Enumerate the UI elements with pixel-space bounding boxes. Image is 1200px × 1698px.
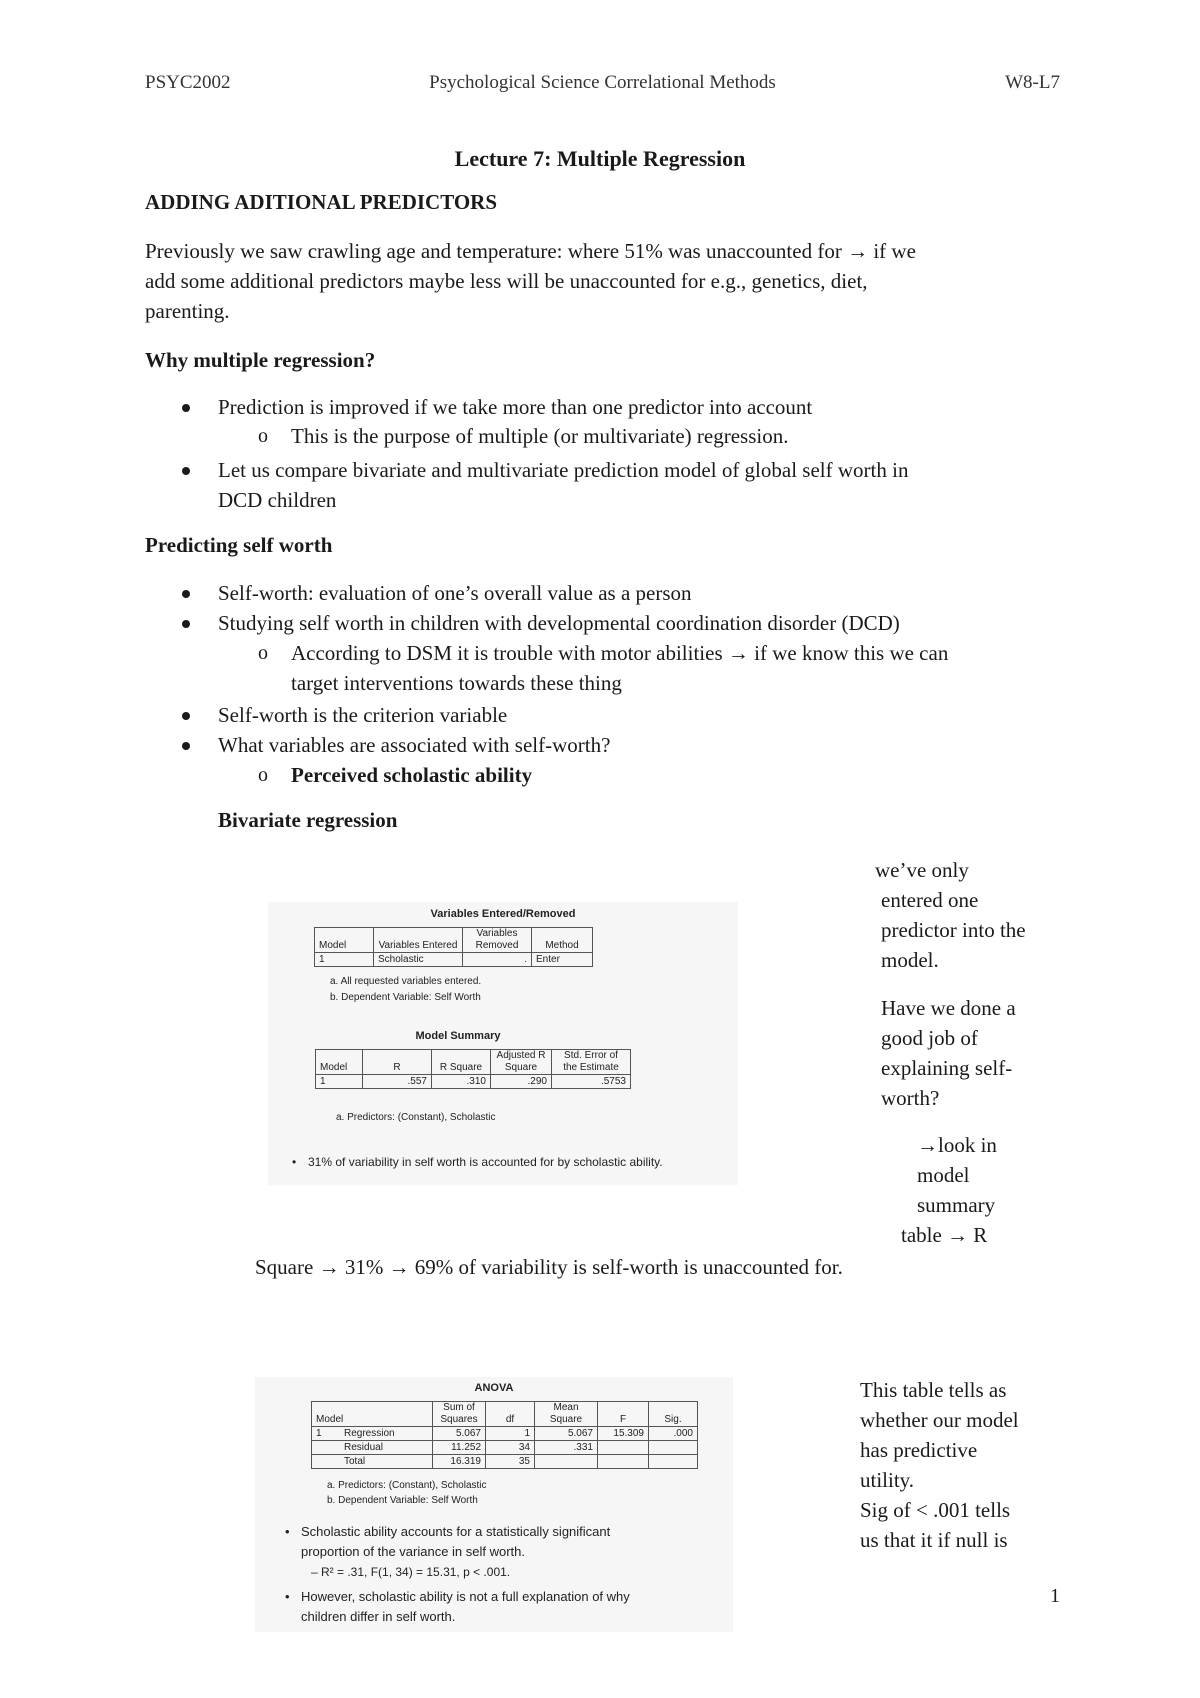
cell: .5753 <box>552 1075 631 1089</box>
col-df: df <box>486 1402 535 1427</box>
cell: .331 <box>535 1441 598 1455</box>
note-predictors: a. Predictors: (Constant), Scholastic <box>327 1480 487 1491</box>
cell: 1 <box>316 1075 363 1089</box>
slide-point-line: proportion of the variance in self worth. <box>301 1544 526 1559</box>
cell: Regression <box>340 1427 433 1441</box>
note-dependent-variable: b. Dependent Variable: Self Worth <box>327 1495 478 1506</box>
r-square-continuation: Square → 31% → 69% of variability is self-worth is unaccounted for. <box>255 1255 843 1279</box>
slide1-point <box>292 1155 663 1169</box>
slide-point-line: However, scholastic ability is not a full explanation of why <box>301 1589 630 1604</box>
cell: 1 <box>315 953 374 967</box>
table-header-row <box>316 1050 631 1075</box>
bullet-text: Studying self worth in children with developmental coordination disorder (DCD) <box>218 611 900 635</box>
col-model: Model <box>312 1402 433 1427</box>
bullet-text-line-1: Let us compare bivariate and multivariate prediction model of global self worth in <box>218 458 909 482</box>
side-note-line: explaining self- <box>881 1056 1013 1080</box>
cell: Total <box>340 1455 433 1469</box>
side-note-line: us that it if null is <box>860 1528 1008 1552</box>
bullet-dot <box>182 620 190 628</box>
bullet-dot <box>182 590 190 598</box>
side-note-line: worth? <box>881 1086 940 1110</box>
cell <box>598 1441 649 1455</box>
cell: Residual <box>340 1441 433 1455</box>
slide-variables-model-summary <box>268 902 738 1185</box>
side-note-line: model <box>917 1163 970 1187</box>
cell <box>598 1455 649 1469</box>
slide-anova <box>255 1377 733 1632</box>
table-row <box>312 1441 698 1455</box>
table-row <box>316 1075 631 1089</box>
bullet-associated-variables <box>218 730 610 760</box>
cell <box>649 1455 698 1469</box>
header-course-title: Psychological Science Correlational Methods <box>429 72 776 93</box>
note-predictors: a. Predictors: (Constant), Scholastic <box>336 1112 496 1123</box>
col-variables-entered: Variables Entered <box>374 928 463 953</box>
cell: 5.067 <box>433 1427 486 1441</box>
cell: .290 <box>491 1075 552 1089</box>
side-note-line: utility. <box>860 1468 915 1492</box>
cell: 11.252 <box>433 1441 486 1455</box>
subbullet-text: This is the purpose of multiple (or multivariate) regression. <box>291 424 789 448</box>
cell: 5.067 <box>535 1427 598 1441</box>
side-note-line: model. <box>881 948 939 972</box>
cell: 1 <box>312 1427 341 1441</box>
side-note-line: whether our model <box>860 1408 1019 1432</box>
header-course-code: PSYC2002 <box>145 72 231 93</box>
cell <box>535 1455 598 1469</box>
side-note-line: This table tells as <box>860 1378 1007 1402</box>
subbullet-marker: o <box>258 764 268 786</box>
subbullet-purpose <box>258 421 789 451</box>
slide-point-text: 31% of variability in self worth is accounted for by scholastic ability. <box>308 1155 663 1169</box>
cell <box>649 1441 698 1455</box>
col-f: F <box>598 1402 649 1427</box>
table-header-row <box>315 928 593 953</box>
header-lecture-code: W8-L7 <box>1005 72 1060 93</box>
bullet-text-line-2: DCD children <box>218 488 337 512</box>
bullet-text: Self-worth: evaluation of one’s overall value as a person <box>218 581 692 605</box>
col-model: Model <box>316 1050 363 1075</box>
side-note-line: Have we done a <box>881 996 1016 1020</box>
subbullet-text: Perceived scholastic ability <box>291 763 533 787</box>
cell: . <box>463 953 532 967</box>
subbullet-marker: o <box>258 642 268 664</box>
side-note-line: entered one <box>881 888 979 912</box>
bullet-self-worth-definition <box>218 578 692 608</box>
slide-bullet: • <box>292 1155 297 1169</box>
side-note-line: we’ve only <box>875 858 969 882</box>
cell: 34 <box>486 1441 535 1455</box>
page-header <box>145 72 1060 102</box>
bullet-prediction-improved <box>218 392 812 422</box>
subbullet-text-line-2: target interventions towards these thing <box>291 671 622 695</box>
col-model: Model <box>315 928 374 953</box>
cell: 15.309 <box>598 1427 649 1441</box>
cell: 16.319 <box>433 1455 486 1469</box>
col-r-square: R Square <box>432 1050 491 1075</box>
intro-line-3: parenting. <box>145 299 230 323</box>
note-all-variables: a. All requested variables entered. <box>330 976 482 987</box>
table-variables-entered <box>314 927 593 967</box>
subheading-bivariate-regression: Bivariate regression <box>218 808 398 832</box>
cell: 35 <box>486 1455 535 1469</box>
slide-point-line: Scholastic ability accounts for a statistically significant <box>301 1524 611 1539</box>
side-note-line: predictor into the <box>881 918 1026 942</box>
side-note-line: has predictive <box>860 1438 978 1462</box>
slide-point-statistic: – R² = .31, F(1, 34) = 15.31, p < .001. <box>311 1565 511 1579</box>
col-mean-square: Mean Square <box>535 1402 598 1427</box>
side-note-look-in-model <box>917 1130 997 1220</box>
cell: .310 <box>432 1075 491 1089</box>
intro-line-1: Previously we saw crawling age and temperature: where 51% was unaccounted for → if we <box>145 239 916 263</box>
table-row <box>312 1455 698 1469</box>
bullet-dot <box>182 467 190 475</box>
slide2-point-significant <box>285 1522 611 1582</box>
side-note-table-r: table → R <box>901 1223 988 1247</box>
cell: Scholastic <box>374 953 463 967</box>
col-sum-of-squares: Sum of Squares <box>433 1402 486 1427</box>
cell: .000 <box>649 1427 698 1441</box>
slide-bullet: • <box>285 1524 290 1539</box>
page-number: 1 <box>1050 1585 1060 1607</box>
caption-anova: ANOVA <box>474 1382 514 1394</box>
col-adjusted-r-square: Adjusted R Square <box>491 1050 552 1075</box>
col-sig: Sig. <box>649 1402 698 1427</box>
side-note-good-job <box>881 993 1016 1113</box>
bullet-dot <box>182 404 190 412</box>
bullet-text: Self-worth is the criterion variable <box>218 703 508 727</box>
table-row <box>312 1427 698 1441</box>
intro-paragraph <box>145 236 1075 326</box>
table-row <box>315 953 593 967</box>
caption-variables-entered: Variables Entered/Removed <box>430 908 576 920</box>
bullet-text: Prediction is improved if we take more than one predictor into account <box>218 395 813 419</box>
section-heading-predicting-self-worth: Predicting self worth <box>145 533 333 557</box>
side-note-line: →look in <box>917 1133 997 1157</box>
subbullet-text-line-1: According to DSM it is trouble with motor abilities → if we know this we can <box>291 641 949 665</box>
cell: .557 <box>363 1075 432 1089</box>
section-heading-adding-predictors: ADDING ADITIONAL PREDICTORS <box>145 190 498 214</box>
subbullet-dsm <box>258 638 949 698</box>
bullet-compare-models <box>218 455 908 515</box>
caption-model-summary: Model Summary <box>415 1030 501 1042</box>
side-note-predictive-utility <box>860 1375 1019 1555</box>
col-std-error: Std. Error of the Estimate <box>552 1050 631 1075</box>
table-header-row <box>312 1402 698 1427</box>
note-dependent-variable: b. Dependent Variable: Self Worth <box>330 992 481 1003</box>
intro-line-2: add some additional predictors maybe less will be unaccounted for e.g., genetics, diet, <box>145 269 868 293</box>
slide2-point-not-full <box>285 1587 630 1627</box>
cell: 1 <box>486 1427 535 1441</box>
side-note-entered-one <box>875 855 1026 975</box>
bullet-dot <box>182 712 190 720</box>
subbullet-marker: o <box>258 425 268 447</box>
table-model-summary <box>315 1049 631 1089</box>
section-heading-why-multiple: Why multiple regression? <box>145 348 376 372</box>
bullet-dot <box>182 742 190 750</box>
subbullet-scholastic-ability <box>258 760 533 790</box>
col-method: Method <box>532 928 593 953</box>
col-variables-removed: Variables Removed <box>463 928 532 953</box>
side-note-line: good job of <box>881 1026 978 1050</box>
cell: Enter <box>532 953 593 967</box>
side-note-line: Sig of < .001 tells <box>860 1498 1011 1522</box>
cell <box>312 1441 341 1455</box>
slide-point-line: children differ in self worth. <box>301 1609 456 1624</box>
bullet-text: What variables are associated with self-worth? <box>218 733 611 757</box>
bullet-studying-dcd <box>218 608 900 638</box>
col-r: R <box>363 1050 432 1075</box>
slide-bullet: • <box>285 1589 290 1604</box>
bullet-criterion-variable <box>218 700 507 730</box>
table-anova <box>311 1401 698 1469</box>
cell <box>312 1455 341 1469</box>
side-note-line: summary <box>917 1193 996 1217</box>
page-title: Lecture 7: Multiple Regression <box>454 146 746 171</box>
